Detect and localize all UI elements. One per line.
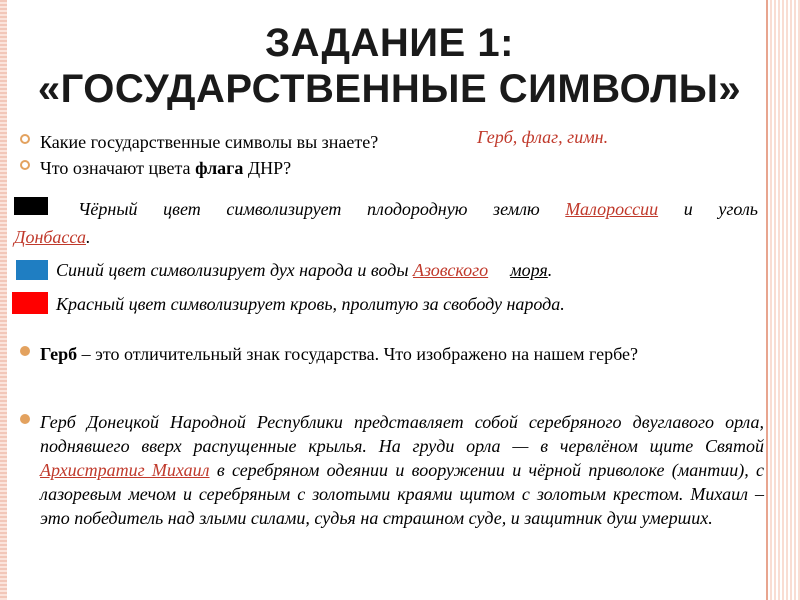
gerb-question [40, 342, 764, 366]
left-decorative-border [0, 0, 7, 600]
bullet-icon [20, 134, 30, 144]
malorossii-link[interactable]: Малороссии [565, 199, 659, 219]
bullet-icon [20, 414, 30, 424]
blue-meaning [56, 259, 552, 281]
answer-text: Герб, флаг, гимн. [477, 127, 609, 147]
azovskogo-link[interactable]: Азовского [413, 260, 489, 280]
question-1: Какие государственные символы вы знаете? [40, 132, 379, 152]
description-part-2: в серебряном одеянии и вооружении и чёрной приволоке (мантии), с лазоревым мечом и серебряным с золотыми краями щитом с золотым крестом. Михаил – это победитель над злыми силами, судья на страшном суде, и защитник душ умерших. [40, 460, 764, 528]
black-meaning-end: . [85, 227, 91, 247]
gerb-question-text: – это отличительный знак государства. Что изображено на нашем гербе? [77, 344, 639, 364]
bullet-icon [20, 346, 30, 356]
black-meaning-line-1 [78, 198, 758, 220]
title-line-2: «ГОСУДАРСТВЕННЫЕ СИМВОЛЫ» [37, 67, 742, 111]
gerb-description [40, 410, 764, 530]
bullet-icon [20, 160, 30, 170]
question-2 [40, 157, 291, 179]
donbassa-link[interactable]: Донбасса [14, 227, 86, 247]
blue-meaning-end: . [547, 260, 553, 280]
right-decorative-border [770, 0, 800, 600]
blue-color-swatch [16, 260, 48, 280]
black-meaning-line-2 [14, 226, 90, 248]
black-meaning-middle: и уголь [658, 199, 758, 219]
arkhistratig-link[interactable]: Архистратиг Михаил [40, 460, 210, 480]
morya-text: моря [510, 260, 548, 280]
question-2-suffix: ДНР? [243, 158, 292, 178]
red-meaning: Красный цвет символизирует кровь, пролитую за свободу народа. [56, 294, 565, 314]
question-2-prefix: Что означают цвета [40, 158, 196, 178]
red-color-swatch [12, 292, 48, 314]
description-part-1: Герб Донецкой Народной Республики представляет собой серебряного двуглавого орла, поднявшего вверх распущенные крылья. На груди орла — в червлёном щите Святой [40, 412, 764, 456]
black-color-swatch [14, 197, 48, 215]
blue-meaning-prefix: Синий цвет символизирует дух народа и воды [56, 260, 414, 280]
black-meaning-prefix: Чёрный цвет символизирует плодородную землю [78, 199, 566, 219]
gerb-bold: Герб [40, 344, 78, 364]
title-line-1: ЗАДАНИЕ 1: [265, 21, 514, 65]
question-2-bold: флага [195, 158, 244, 178]
slide-title [12, 20, 767, 112]
